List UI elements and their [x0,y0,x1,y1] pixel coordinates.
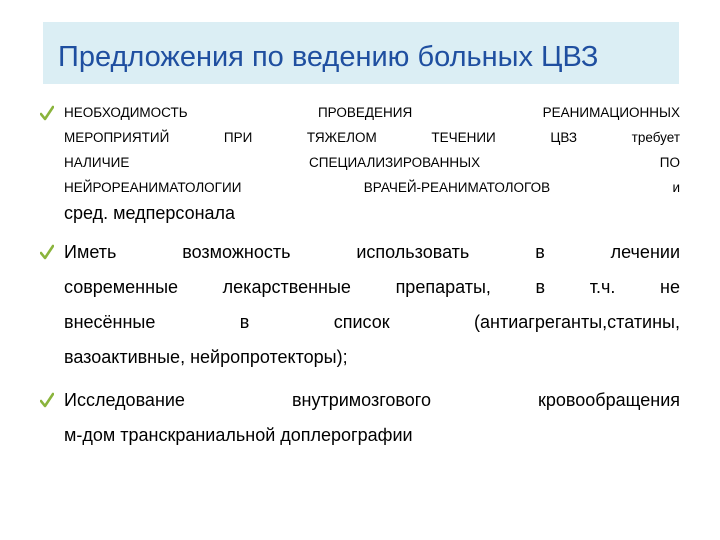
bullet-item [40,383,680,453]
checkmark-icon [40,105,54,121]
checkmark-icon [40,244,54,260]
bullet-item [40,235,680,375]
bullet-line: НЕОБХОДИМОСТЬ ПРОВЕДЕНИЯ РЕАНИМАЦИОННЫХ [64,105,680,120]
checkmark-icon [40,392,54,408]
bullet-line: НАЛИЧИЕ СПЕЦИАЛИЗИРОВАННЫХ ПО [64,155,680,170]
bullet-line: сред. медперсонала [64,203,236,223]
slide-title: Предложения по ведению больных ЦВЗ [58,41,599,73]
bullet-line: НЕЙРОРЕАНИМАТОЛОГИИ ВРАЧЕЙ-РЕАНИМАТОЛОГОВ и [64,180,680,195]
bullet-line: м-дом транскраниальной доплерографии [64,425,413,445]
bullet-list [40,100,680,461]
bullet-line: МЕРОПРИЯТИЙ ПРИ ТЯЖЕЛОМ ТЕЧЕНИИ ЦВЗ требует [64,130,680,145]
bullet-line: современные лекарственные препараты, в т.ч. не [64,277,680,297]
bullet-line: Исследование внутримозгового кровообращения [64,390,680,410]
bullet-line: Иметь возможность использовать в лечении [64,242,680,262]
bullet-item [40,100,680,227]
bullet-line: внесённые в список (антиагреганты,статины, [64,312,680,332]
bullet-line: вазоактивные, нейропротекторы); [64,347,348,367]
